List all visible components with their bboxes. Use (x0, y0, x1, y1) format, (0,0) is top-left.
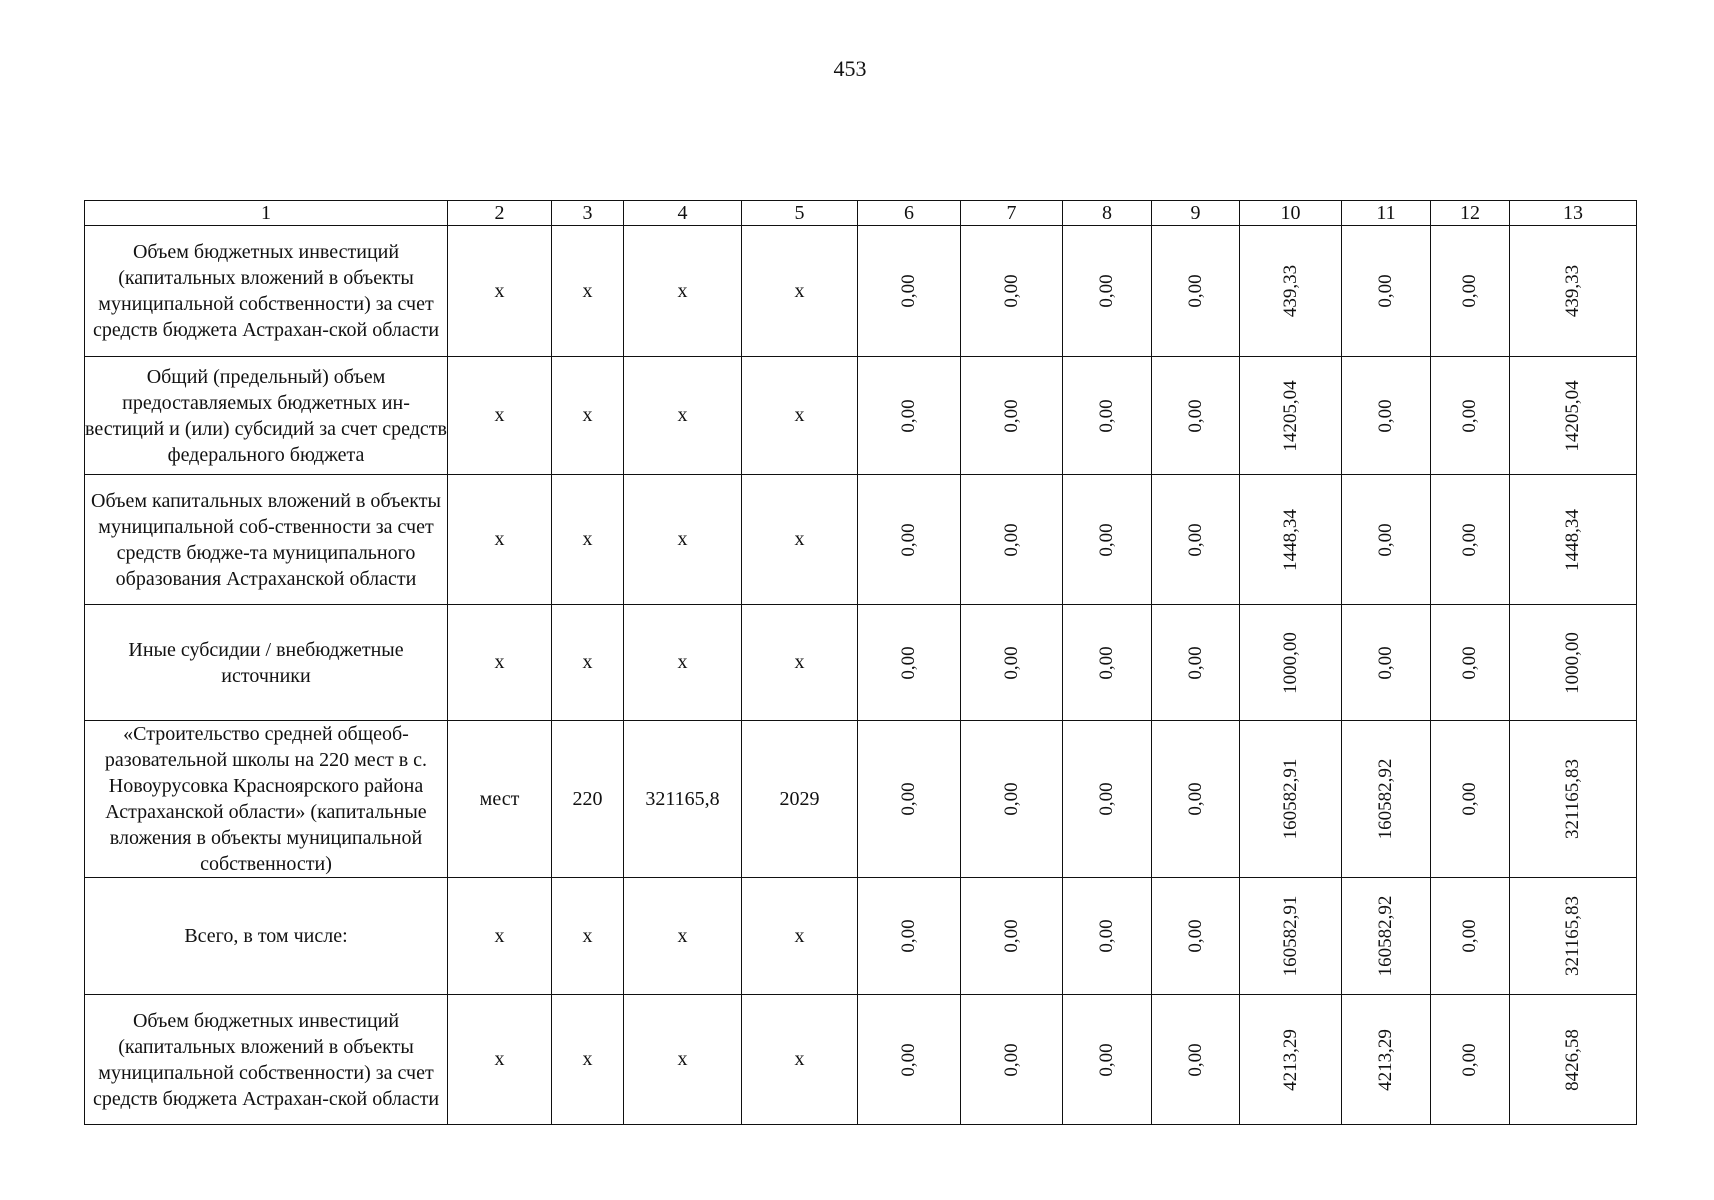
table-cell: x (448, 226, 552, 357)
cell-value-text: 8426,58 (1562, 1028, 1583, 1091)
table-cell-value (1152, 357, 1240, 475)
table-cell-value (1063, 878, 1152, 995)
column-number: 9 (1152, 201, 1240, 226)
table-cell: x (742, 475, 858, 605)
table-cell-value (1431, 357, 1510, 475)
table-cell-value (1431, 475, 1510, 605)
table-cell-value (1431, 226, 1510, 357)
table-cell-value (1152, 721, 1240, 878)
row-description: Объем бюджетных инвестиций (капитальных вложений в объекты муниципальной собственности) за счет средств бюджета Астрахан-ской области (85, 226, 448, 357)
column-number: 2 (448, 201, 552, 226)
cell-value-text: 0,00 (898, 522, 919, 557)
table-cell: x (742, 995, 858, 1125)
cell-value-text: 0,00 (1096, 1042, 1117, 1077)
cell-value-text: 0,00 (1096, 782, 1117, 816)
table-cell-value (1152, 878, 1240, 995)
cell-value-text: 160582,91 (1279, 895, 1301, 977)
cell-value-text: 0,00 (1459, 782, 1480, 816)
row-description: Общий (предельный) объем предоставляемых бюджетных ин-вестиций и (или) субсидий за счет средств федерального бюджета (85, 357, 448, 475)
table-cell-value (1152, 605, 1240, 721)
table-cell-value (961, 605, 1063, 721)
cell-value-text: 0,00 (1184, 645, 1206, 680)
cell-value-text: 0,00 (898, 645, 919, 680)
table-row (85, 357, 1637, 475)
cell-value-text: 321165,83 (1562, 758, 1583, 840)
table-cell: 220 (552, 721, 624, 878)
table-cell: x (552, 605, 624, 721)
row-description: Объем капитальных вложений в объекты муниципальной соб-ственности за счет средств бюдже-та муниципального образования Астраханской области (85, 475, 448, 605)
table-cell: x (624, 878, 742, 995)
cell-value-text: 0,00 (898, 782, 919, 816)
table-cell: x (624, 226, 742, 357)
table-cell-value (1152, 226, 1240, 357)
table-row (85, 475, 1637, 605)
table-cell-value (1342, 357, 1431, 475)
cell-value-text: 0,00 (1096, 645, 1117, 680)
table-cell-value (1342, 605, 1431, 721)
table-cell-value (858, 605, 961, 721)
table-cell-value (1240, 226, 1342, 357)
table-cell-value (1342, 226, 1431, 357)
table-cell-value (1240, 605, 1342, 721)
cell-value-text: 0,00 (1184, 919, 1206, 953)
cell-value-text: 0,00 (1459, 398, 1480, 433)
table-cell: x (742, 878, 858, 995)
table-cell-value (1510, 226, 1637, 357)
table-cell-value (1063, 721, 1152, 878)
table-cell: x (552, 878, 624, 995)
cell-value-text: 321165,83 (1562, 895, 1583, 977)
table-cell-value (1510, 605, 1637, 721)
cell-value-text: 160582,92 (1375, 895, 1396, 977)
table-row (85, 226, 1637, 357)
table-cell-value (1342, 995, 1431, 1125)
table-cell: x (624, 475, 742, 605)
cell-value-text: 0,00 (1459, 645, 1480, 680)
row-description: Иные субсидии / внебюджетные источники (85, 605, 448, 721)
table-cell: x (742, 357, 858, 475)
table-cell-value (1063, 357, 1152, 475)
cell-value-text: 0,00 (1459, 274, 1480, 308)
cell-value-text: 0,00 (898, 1042, 919, 1077)
cell-value-text: 0,00 (1375, 522, 1396, 557)
cell-value-text: 0,00 (1096, 398, 1117, 433)
table-cell: x (448, 878, 552, 995)
cell-value-text: 0,00 (1000, 1042, 1022, 1077)
table-cell-value (1510, 878, 1637, 995)
column-number: 11 (1342, 201, 1431, 226)
table-cell-value (1510, 475, 1637, 605)
table-cell: x (552, 475, 624, 605)
table-row (85, 995, 1637, 1125)
column-number: 6 (858, 201, 961, 226)
cell-value-text: 0,00 (1000, 398, 1022, 433)
budget-table (84, 200, 1637, 1125)
table-row (85, 878, 1637, 995)
cell-value-text: 0,00 (1184, 398, 1206, 433)
table-cell-value (858, 357, 961, 475)
table-cell: x (552, 995, 624, 1125)
column-number-row (85, 201, 1637, 226)
table-cell-value (1342, 475, 1431, 605)
cell-value-text: 0,00 (1000, 782, 1022, 816)
table-cell-value (1240, 878, 1342, 995)
cell-value-text: 0,00 (1184, 782, 1206, 816)
table-cell-value (961, 226, 1063, 357)
table-cell-value (1063, 605, 1152, 721)
table-cell-value (1431, 605, 1510, 721)
cell-value-text: 0,00 (1000, 274, 1022, 308)
cell-value-text: 0,00 (1375, 274, 1396, 308)
row-description: Всего, в том числе: (85, 878, 448, 995)
cell-value-text: 160582,91 (1279, 758, 1301, 840)
column-number: 12 (1431, 201, 1510, 226)
table-cell-value (1240, 475, 1342, 605)
cell-value-text: 0,00 (1096, 919, 1117, 953)
cell-value-text: 0,00 (898, 274, 919, 308)
table-cell: 321165,8 (624, 721, 742, 878)
table-cell-value (1431, 995, 1510, 1125)
table-cell-value (1152, 995, 1240, 1125)
table-cell-value (1342, 721, 1431, 878)
table-cell: мест (448, 721, 552, 878)
column-number: 8 (1063, 201, 1152, 226)
cell-value-text: 0,00 (1459, 1042, 1480, 1077)
cell-value-text: 14205,04 (1279, 379, 1301, 452)
row-description: Объем бюджетных инвестиций (капитальных вложений в объекты муниципальной собственности) за счет средств бюджета Астрахан-ской области (85, 995, 448, 1125)
cell-value-text: 1000,00 (1279, 631, 1301, 694)
table-row (85, 721, 1637, 878)
cell-value-text: 0,00 (1096, 522, 1117, 557)
table-cell: x (624, 357, 742, 475)
cell-value-text: 14205,04 (1562, 379, 1583, 452)
cell-value-text: 1448,34 (1562, 508, 1583, 571)
table-cell: x (448, 995, 552, 1125)
cell-value-text: 0,00 (1184, 274, 1206, 308)
table-cell-value (961, 357, 1063, 475)
cell-value-text: 160582,92 (1375, 758, 1396, 840)
cell-value-text: 439,33 (1279, 264, 1301, 318)
table-cell: 2029 (742, 721, 858, 878)
table-cell-value (1063, 995, 1152, 1125)
cell-value-text: 0,00 (1375, 398, 1396, 433)
table-cell: x (742, 226, 858, 357)
table-cell-value (961, 721, 1063, 878)
cell-value-text: 0,00 (898, 919, 919, 953)
cell-value-text: 0,00 (1000, 645, 1022, 680)
table-cell-value (1431, 878, 1510, 995)
table-cell-value (1240, 721, 1342, 878)
row-description: «Строительство средней общеоб-разовательной школы на 220 мест в с. Новоурусовка Красноярского района Астраханской области» (капитальные вложения в объекты муниципальной собственности) (85, 721, 448, 878)
column-number: 7 (961, 201, 1063, 226)
cell-value-text: 1000,00 (1562, 631, 1583, 694)
cell-value-text: 0,00 (1096, 274, 1117, 308)
column-number: 10 (1240, 201, 1342, 226)
table-cell-value (961, 878, 1063, 995)
table-cell-value (1240, 995, 1342, 1125)
column-number: 5 (742, 201, 858, 226)
column-number: 1 (85, 201, 448, 226)
table-cell-value (1510, 721, 1637, 878)
table-cell-value (1063, 226, 1152, 357)
table-cell-value (1510, 995, 1637, 1125)
table-cell-value (858, 995, 961, 1125)
cell-value-text: 1448,34 (1279, 508, 1301, 571)
table-cell-value (1240, 357, 1342, 475)
cell-value-text: 439,33 (1562, 264, 1583, 318)
cell-value-text: 4213,29 (1279, 1028, 1301, 1091)
table-cell-value (1063, 475, 1152, 605)
column-number: 3 (552, 201, 624, 226)
table-cell: x (448, 475, 552, 605)
column-number: 13 (1510, 201, 1637, 226)
table-cell: x (624, 605, 742, 721)
table-cell: x (448, 357, 552, 475)
cell-value-text: 0,00 (1375, 645, 1396, 680)
table-cell-value (961, 475, 1063, 605)
cell-value-text: 4213,29 (1375, 1028, 1396, 1091)
page-number: 453 (833, 56, 867, 81)
table-cell-value (858, 475, 961, 605)
cell-value-text: 0,00 (1000, 919, 1022, 953)
table-cell-value (1510, 357, 1637, 475)
table-cell: x (552, 226, 624, 357)
table-cell: x (552, 357, 624, 475)
table-cell-value (858, 878, 961, 995)
table-cell: x (624, 995, 742, 1125)
table-cell-value (961, 995, 1063, 1125)
table-cell-value (1152, 475, 1240, 605)
cell-value-text: 0,00 (1184, 1042, 1206, 1077)
table-row (85, 605, 1637, 721)
cell-value-text: 0,00 (1184, 522, 1206, 557)
cell-value-text: 0,00 (1459, 919, 1480, 953)
table-cell-value (858, 721, 961, 878)
table-cell: x (742, 605, 858, 721)
table-cell: x (448, 605, 552, 721)
cell-value-text: 0,00 (1000, 522, 1022, 557)
cell-value-text: 0,00 (898, 398, 919, 433)
table-cell-value (858, 226, 961, 357)
table-cell-value (1342, 878, 1431, 995)
column-number: 4 (624, 201, 742, 226)
cell-value-text: 0,00 (1459, 522, 1480, 557)
table-cell-value (1431, 721, 1510, 878)
